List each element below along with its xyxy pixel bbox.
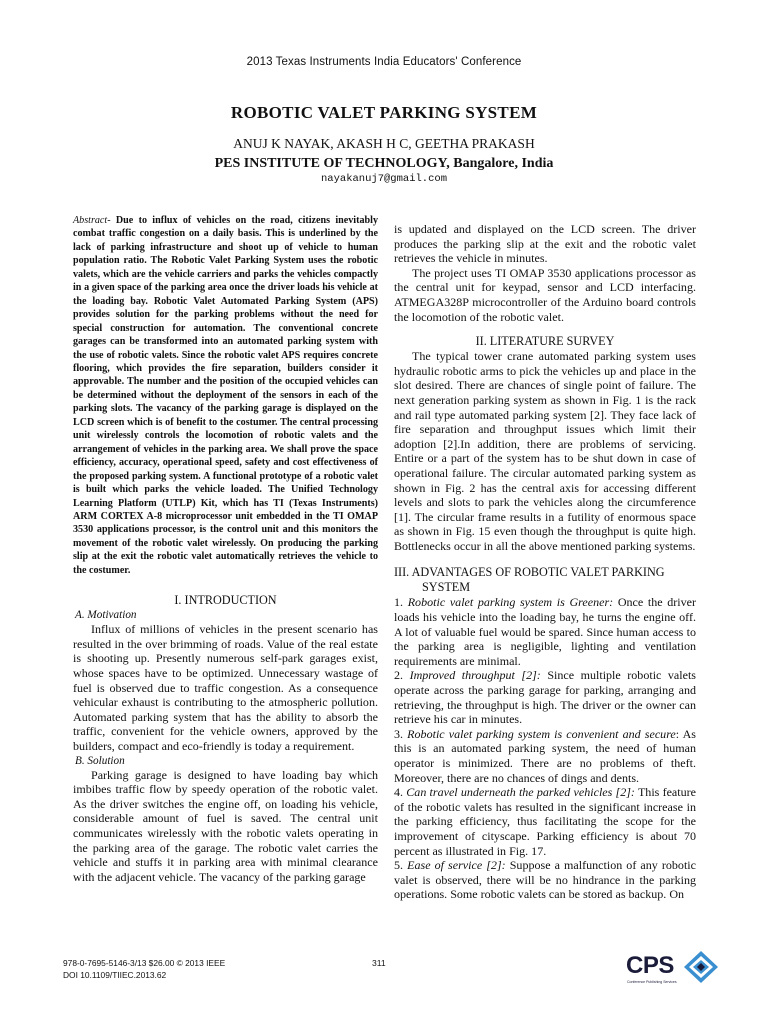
section-heading-introduction: I. INTRODUCTION (174, 593, 277, 608)
item-number: 1. (394, 595, 404, 610)
diamond-logo-icon (682, 950, 720, 984)
solution-paragraph: Parking garage is designed to have loading bay which imbibes traffic flow by speedy operation of the robotic valet. As the driver switches the engine off, on loading his vehicle, considerable amount of fuel is saved. The central unit communicates wirelessly with the robotic valets operating in the parking area of the garage. The robotic valet carries the vehicle and stuffs it in parking area with minimal clearance with the adjacent vehicle. The vacancy of the parking garage (73, 767, 378, 884)
item-title: Improved throughput [2]: (409, 668, 541, 683)
list-item (394, 858, 696, 902)
project-paragraph: The project uses TI OMAP 3530 applications processor as the central unit for keypad, sensor and LCD interfacing. ATMEGA328P microcontroller of the Arduino board controls the locomotion of the robotic valet. (394, 265, 696, 324)
item-number: 3. (394, 726, 404, 741)
item-title: Can travel underneath the parked vehicles [2]: (406, 785, 635, 800)
logo-text: CPS (626, 952, 674, 979)
footer-isbn: 978-0-7695-5146-3/13 $26.00 © 2013 IEEE (63, 958, 226, 968)
item-number: 4. (394, 785, 404, 800)
section-heading-literature-survey: II. LITERATURE SURVEY (475, 334, 615, 349)
subsection-heading-motivation: A. Motivation (75, 609, 137, 622)
item-text: Once the driver loads his vehicle into the loading bay, he turns the engine off. A lot of valuable fuel would be spared. Since human access to the parking area is negligible, lighting and ventilation requirements are minimal. (394, 595, 697, 668)
subsection-heading-solution: B. Solution (75, 754, 125, 767)
list-item (394, 727, 696, 785)
item-title: Robotic valet parking system is Greener: (407, 595, 614, 610)
list-item (394, 785, 696, 858)
item-text: : As this is an automated parking system, the need of human operator is minimized. There are no problems of theft. Moreover, there are no chances of dings and dents. (394, 726, 696, 785)
item-text: Since multiple robotic valets operate across the parking garage for parking, arranging and retrieving, the throughput is high. The driver or the owner can retrieve his car in minutes. (394, 668, 696, 727)
abstract-text: Due to influx of vehicles on the road, citizens inevitably combat traffic congestion on a daily basis. This is underlined by the lack of parking infrastructure and shoot up of vehicle to human population ratio. The Robotic Valet Parking System uses the robotic valets, which are the vehicle carriers and parks the vehicles compactly in a given space of the parking area once the driver loads his vehicle at the loading bay. Robotic Valet Automated Parking System (APS) provides solution for the parking problems without the need for special construction for automation. The conventional concrete garages can be transformed into an automated parking system with the use of robotic valets. Since the robotic valet APS requires concrete flooring, which provides the fire separation, builders consider it approvable. The number and the position of the occupied vehicles can be determined without the deployment of the sensors in each of the parking slots. The vacancy of the parking garage is displayed on the LCD screen which is of benefit to the costumer. The central processing unit wirelessly controls the locomotion of robotic valets and the arrangement of vehicles in the parking area. We shall prove the space efficiency, accuracy, operational speed, safety and cost effectiveness of the proposed parking system. A functional prototype of a robotic valet is built which parks the vehicle loaded. The Unified Technology Learning Platform (UTLP) Kit, which has TI (Texas Instruments) ARM CORTEX A-8 microprocessor unit embedded in the TI OMAP 3530 applications processor, is the control unit and this monitors the movement of the robotic valet wirelessly. On producing the parking slip at the exit the robotic valet automatically retrieves the vehicle to the costumer. (73, 215, 378, 576)
cps-logo (626, 950, 722, 988)
list-item (394, 595, 696, 668)
item-number: 2. (394, 668, 404, 683)
institution: PES INSTITUTE OF TECHNOLOGY, Bangalore, India (214, 156, 554, 171)
advantages-list (394, 595, 696, 901)
list-item (394, 668, 696, 726)
item-title: Robotic valet parking system is convenient and secure (407, 726, 676, 741)
item-number: 5. (394, 858, 404, 873)
footer-doi[interactable]: DOI 10.1109/TIIEC.2013.62 (63, 969, 167, 980)
logo-subtitle: Conference Publishing Services (627, 980, 677, 984)
author-email[interactable]: nayakanuj7@gmail.com (320, 173, 448, 185)
item-text: Suppose a malfunction of any robotic valet is observed, there will be no hindrance in the parking operations. Some robotic valets can be stored as backup. On (394, 858, 696, 902)
literature-paragraph: The typical tower crane automated parking system uses hydraulic robotic arms to pick the vehicles up and place in the slot desired. There are chances of single point of failure. The next generation parking system as shown in Fig. 1 is the rack and rail type automated parking system [2]. They face lack of fire separation and throughput issues which limit their adoption [2].In addition, there are problems of servicing. Entire or a part of the system has to be shut down in case of operational failure. The circular automated parking system as shown in Fig. 2 has the central axis for accessing different levels and slots to park the vehicles along the circumference [1]. The circular frame results in a futility of enormous space as shown in Fig. 15 even though the throughput is quite high. Bottlenecks occur in all the above mentioned parking systems. (394, 349, 696, 553)
footer-citation (63, 958, 225, 981)
page-number: 311 (372, 958, 386, 968)
paper-title: ROBOTIC VALET PARKING SYSTEM (230, 103, 538, 122)
abstract (73, 214, 378, 577)
authors: ANUJ K NAYAK, AKASH H C, GEETHA PRAKASH (233, 136, 535, 151)
abstract-label: Abstract- (73, 215, 111, 226)
item-text: This feature of the robotic valets has resulted in the significant increase in the parking efficiency, thus facilitating the scope for the improvement of cityscape. Parking efficiency is about 70 percent as illustrated in Fig. 17. (394, 785, 697, 858)
section-heading-advantages: III. ADVANTAGES OF ROBOTIC VALET PARKING SYSTEM (394, 565, 665, 595)
solution-paragraph-continued: is updated and displayed on the LCD screen. The driver produces the parking slip at the exit and the robotic valet retrieves the vehicle in minutes. (394, 222, 696, 266)
motivation-paragraph: Influx of millions of vehicles in the present scenario has resulted in the over brimming of roads. Value of the real estate is shooting up. Presently numerous self-park garages exist, whose spaces have to be optimized. Unnecessary wastage of fuel is observed due to traffic congestion. As a consequence vehicular exhaust is contributing to the atmospheric pollution. Automated parking system that has the ability to absorb the traffic, convenient for the vehicle owners, approved by the builders, compact and eco-friendly is today a requirement. (73, 622, 378, 753)
item-title: Ease of service [2]: (407, 858, 506, 873)
conference-name: 2013 Texas Instruments India Educators' Conference (246, 56, 522, 68)
right-column (394, 222, 696, 902)
left-column (73, 214, 378, 884)
